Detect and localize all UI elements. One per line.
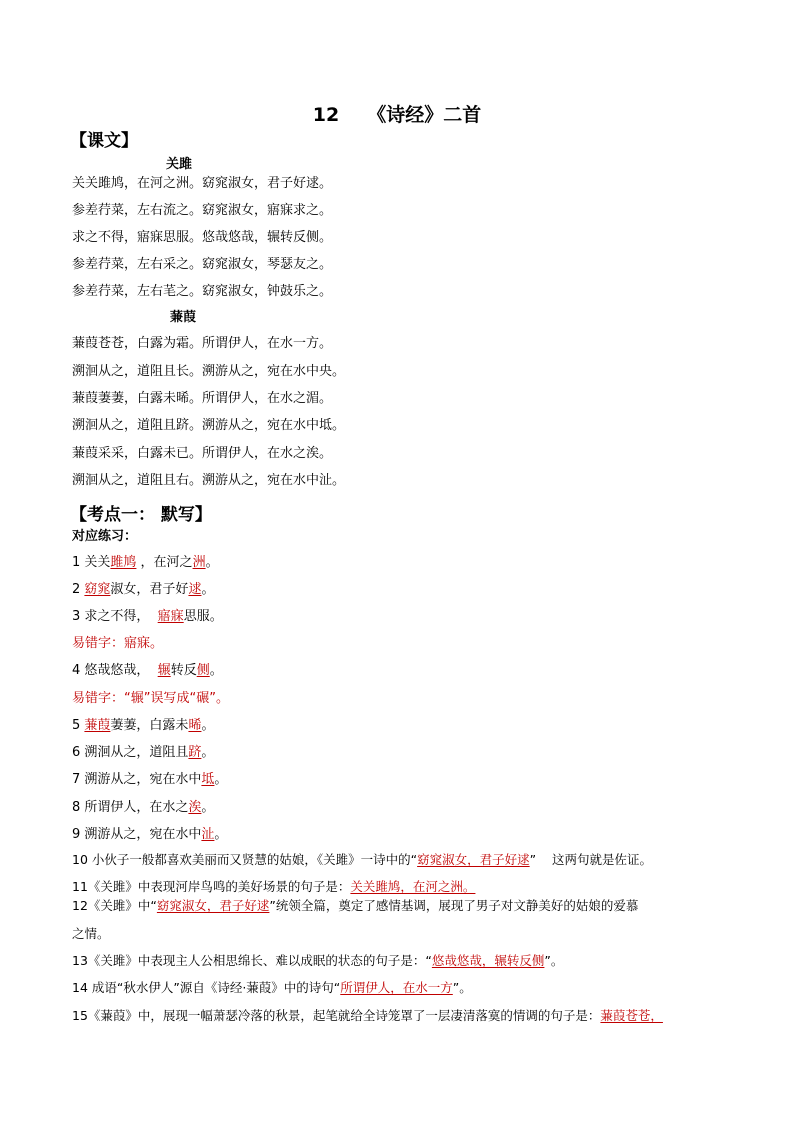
lesson-title: 《诗经》二首 (367, 104, 482, 126)
exercise-item: 7 溯游从之，宛在水中坻。 (72, 772, 228, 787)
page-title (0, 100, 794, 127)
poem-line: 参差荇菜，左右流之。窈窕淑女，寤寐求之。 (72, 203, 333, 218)
poem-line: 求之不得，寤寐思服。悠哉悠哉，辗转反侧。 (72, 230, 333, 245)
exercise-item: 13《关雎》中表现主人公相思绵长、难以成眠的状态的句子是：“悠哉悠哉，辗转反侧”。 (72, 953, 564, 968)
poem-line: 溯洄从之，道阻且右。溯游从之，宛在水中沚。 (72, 473, 346, 488)
lesson-number: 12 (312, 104, 340, 126)
exercise-item: 14 成语“秋水伊人”源自《诗经·蒹葭》中的诗句“所谓伊人，在水一方”。 (72, 980, 472, 995)
exercise-item: 10 小伙子一般都喜欢美丽而又贤慧的姑娘，《关雎》一诗中的“窈窕淑女，君子好逑” 这两句就是佐证。 (72, 852, 652, 867)
poem-line: 关关雎鸠，在河之洲。窈窕淑女，君子好逑。 (72, 176, 333, 191)
poem-line: 溯洄从之，道阻且跻。溯游从之，宛在水中坻。 (72, 418, 346, 433)
poem-title-jianjia: 蒹葭 (170, 310, 197, 325)
error-note: 易错字：“辗”误写成“碾”。 (72, 691, 229, 706)
exercise-item: 6 溯洄从之，道阻且跻。 (72, 745, 215, 760)
error-note: 易错字：寤寐。 (72, 636, 164, 651)
section-heading-text: 【课文】 (70, 131, 138, 151)
exercise-item: 8 所谓伊人，在水之涘。 (72, 800, 215, 815)
exercise-item: 12《关雎》中“窈窕淑女，君子好逑”统领全篇，奠定了感情基调，展现了男子对文静美好的姑娘的爱慕 (72, 898, 639, 913)
poem-line: 蒹葭采采，白露未已。所谓伊人，在水之涘。 (72, 446, 333, 461)
exercise-item: 4 悠哉悠哉， 辗转反侧。 (72, 663, 223, 678)
exercise-item: 11《关雎》中表现河岸鸟鸣的美好场景的句子是：关关雎鸠，在河之洲。 (72, 879, 476, 894)
exercise-item: 5 蒹葭萋萋，白露未晞。 (72, 718, 215, 733)
exercise-item: 15《蒹葭》中，展现一幅萧瑟冷落的秋景，起笔就给全诗笼罩了一层凄清落寞的情调的句子是：蒹葭苍苍， (72, 1008, 663, 1023)
poem-line: 参差荇菜，左右芼之。窈窕淑女，钟鼓乐之。 (72, 284, 333, 299)
poem-line: 溯洄从之，道阻且长。溯游从之，宛在水中央。 (72, 364, 346, 379)
poem-line: 蒹葭萋萋，白露未晞。所谓伊人，在水之湄。 (72, 391, 333, 406)
practice-label: 对应练习： (72, 529, 138, 544)
poem-line: 参差荇菜，左右采之。窈窕淑女，琴瑟友之。 (72, 257, 333, 272)
poem-title-guanju: 关雎 (166, 157, 193, 172)
exercise-item-continued: 之情。 (72, 926, 110, 941)
exercise-item: 9 溯游从之，宛在水中沚。 (72, 827, 228, 842)
exercise-item: 3 求之不得， 寤寐思服。 (72, 609, 223, 624)
poem-line: 蒹葭苍苍，白露为霜。所谓伊人，在水一方。 (72, 336, 333, 351)
exercise-item: 1 关关雎鸠 ，在河之洲。 (72, 555, 219, 570)
section-heading-kaodian: 【考点一： 默写】 (70, 505, 212, 525)
exercise-item: 2 窈窕淑女，君子好逑。 (72, 582, 215, 597)
